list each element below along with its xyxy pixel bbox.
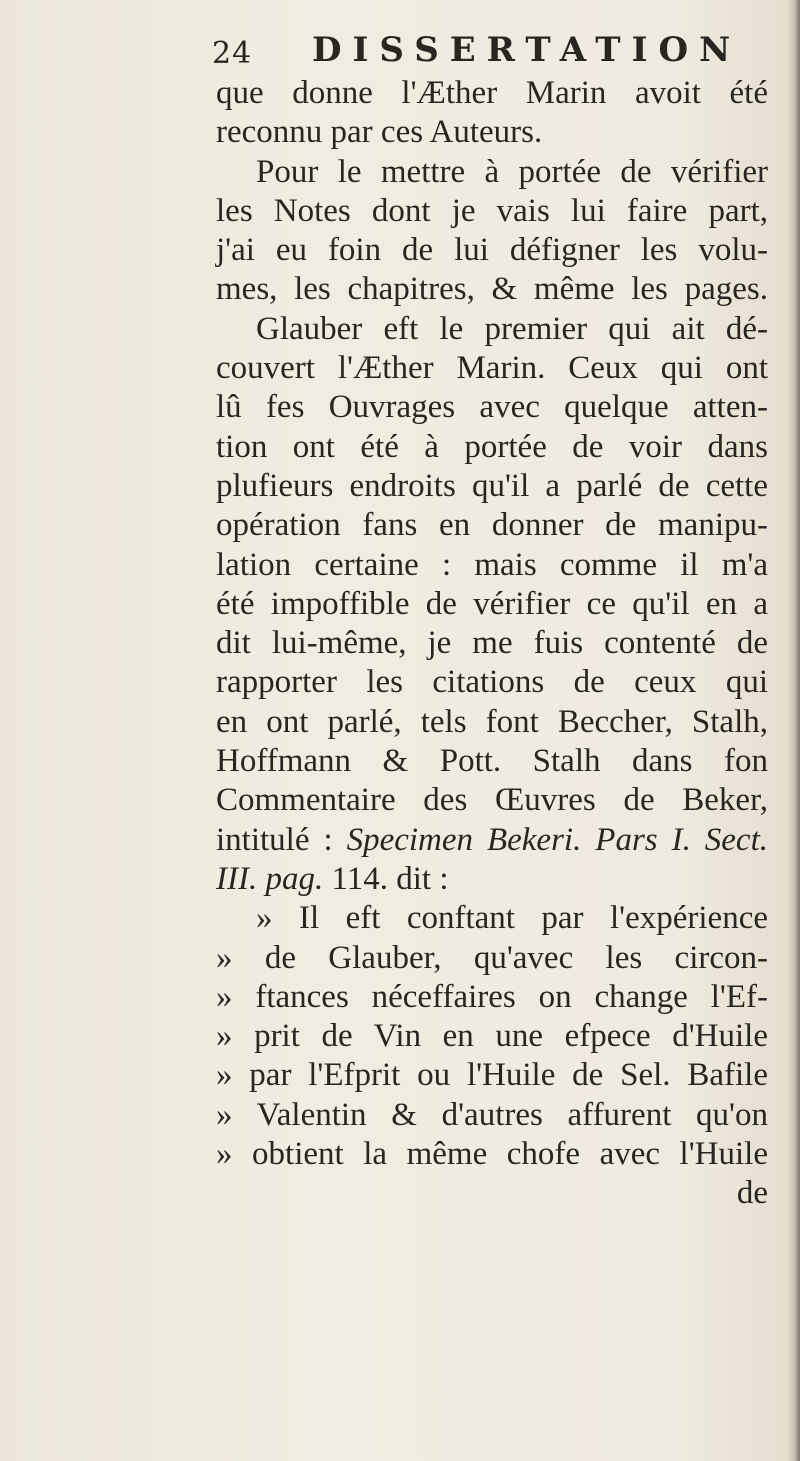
text-line: été impoffible de vérifier ce qu'il en a [216, 585, 768, 622]
text-line: tion ont été à portée de voir dans [216, 428, 768, 465]
citation-title: III. pag. [216, 860, 332, 897]
text-line: opération fans en donner de manipu- [216, 507, 768, 544]
text-line: intitulé : Specimen Bekeri. Pars I. Sect. [216, 821, 768, 858]
text-line: couvert l'Æther Marin. Ceux qui ont [216, 350, 768, 387]
text-line: j'ai eu foin de lui défigner les volu- [216, 232, 768, 269]
text-line: les Notes dont je vais lui faire part, [216, 192, 768, 229]
text-line: » Il eft conftant par l'expérience [256, 900, 768, 937]
text-line: lû fes Ouvrages avec quelque atten- [216, 389, 768, 426]
text-line: mes, les chapitres, & même les pages. [216, 271, 768, 308]
text-line: » par l'Efprit ou l'Huile de Sel. Bafile [216, 1057, 768, 1094]
text-line: » de Glauber, qu'avec les circon- [216, 939, 768, 976]
citation-title: Specimen Bekeri. Pars I. Sect. [346, 821, 768, 858]
text-line: lation certaine : mais comme il m'a [216, 546, 768, 583]
text-line: » ftances néceffaires on change l'Ef- [216, 978, 768, 1015]
catchword: de [736, 1175, 768, 1212]
text-line: plufieurs endroits qu'il a parlé de cette [216, 467, 768, 504]
text-line: dit lui-même, je me fuis contenté de [216, 625, 768, 662]
page-number: 24 [212, 36, 253, 71]
text-line: Commentaire des Œuvres de Beker, [216, 782, 768, 819]
text-line: Hoffmann & Pott. Stalh dans fon [216, 743, 768, 780]
text-line: en ont parlé, tels font Beccher, Stalh, [216, 703, 768, 740]
running-head: DISSERTATION [312, 30, 742, 70]
text-line: » Valentin & d'autres affurent qu'on [216, 1096, 768, 1133]
text-line: que donne l'Æther Marin avoit été [216, 75, 768, 111]
text-line: Pour le mettre à portée de vérifier [256, 153, 768, 190]
text-line: » obtient la même chofe avec l'Huile [216, 1136, 768, 1173]
body-text [216, 74, 768, 1214]
text-line: reconnu par ces Auteurs. [216, 114, 543, 151]
text-line: III. pag. 114. dit : [216, 860, 449, 897]
text-line: » prit de Vin en une efpece d'Huile [216, 1018, 768, 1055]
text-line: Glauber eft le premier qui ait dé- [256, 310, 768, 347]
text-line: rapporter les citations de ceux qui [216, 664, 768, 701]
page-edge-shadow [786, 0, 800, 1461]
